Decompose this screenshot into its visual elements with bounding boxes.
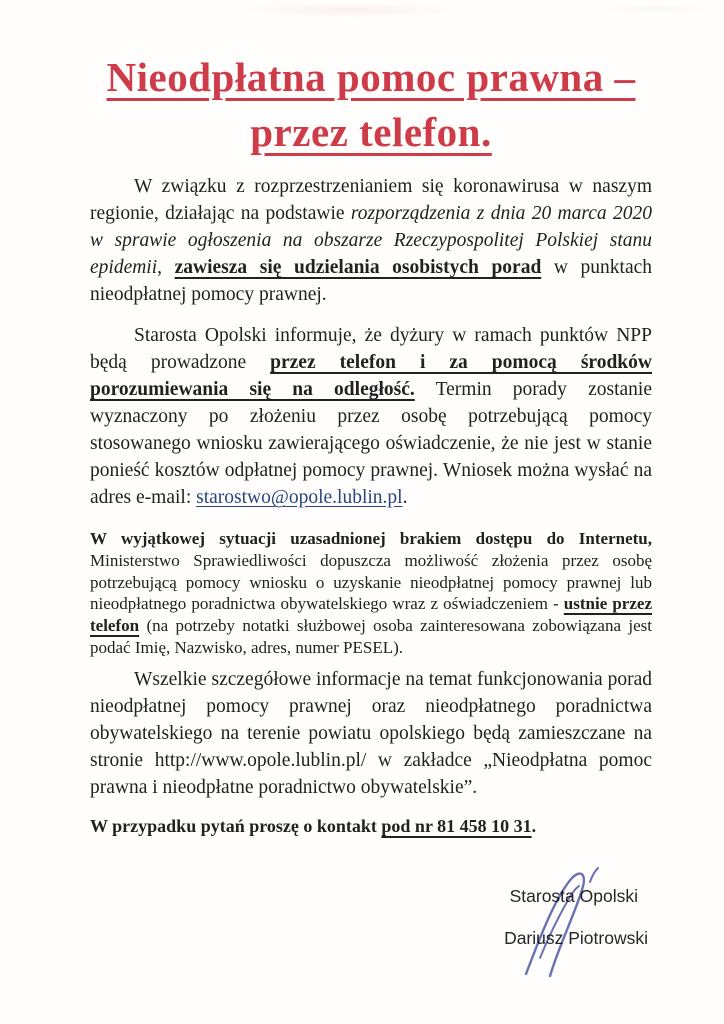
signature-block (90, 884, 652, 950)
contact-tail: . (531, 815, 537, 836)
website-info-tail: w zakładce „Nieodpłatna pomoc prawna i nieodpłatne poradnictwo obywatelskie”. (90, 749, 653, 798)
title-line-1: Nieodpłatna pomoc prawna – (106, 54, 636, 100)
suspension-statement: zawiesza się udzielania osobistych porad (174, 257, 542, 278)
regulation-reference: rozporządzenia z dnia 20 marca 2020 w sprawie ogłoszenia na obszarze Rzeczypospolitej Polskiej stanu epidemii (90, 203, 653, 278)
paragraph-contact-phone (90, 814, 652, 838)
epidemic-notice-tail: w punktach nieodpłatnej pomocy prawnej. (90, 257, 653, 305)
page-title (90, 50, 652, 160)
paragraph-phone-duty (90, 322, 652, 511)
exception-mid: Ministerstwo Sprawiedliwości dopuszcza możliwość złożenia przez osobę potrzebującą pomocy wniosku o uzyskanie nieodpłatnej pomocy prawnej lub nieodpłatnego poradnictwa obywatelskiego wraz z oświadczeniem - (90, 550, 652, 614)
phone-duty-lead: Starosta Opolski informuje, że dyżury w ramach punktów NPP będą prowadzone (90, 325, 652, 373)
exception-bold-lead: W wyjątkowej sytuacji uzasadnionej brakiem dostępu do Internetu, (90, 529, 652, 548)
remote-means-statement: przez telefon i za pomocą środków porozumiewania się na odległość. (90, 352, 652, 400)
exception-tail: (na potrzeby notatki służbowej osoba zainteresowana zobowiązana jest podać Imię, Nazwisko, adres, numer PESEL). (90, 616, 652, 657)
paragraph-website-info (90, 666, 652, 801)
paragraph-epidemic-notice (90, 173, 652, 308)
website-url: http://www.opole.lublin.pl/ (154, 749, 367, 771)
contact-lead: W przypadku pytań proszę o kontakt (90, 815, 382, 836)
document-content (90, 0, 652, 950)
signatory-name: Dariusz Piotrowski (504, 927, 648, 948)
oral-by-phone-statement: ustnie przez telefon (90, 594, 652, 636)
signatory-role: Starosta Opolski (509, 885, 638, 906)
title-line-2: przez telefon. (250, 109, 492, 155)
contact-phone-number: pod nr 81 458 10 31 (381, 815, 532, 836)
epidemic-notice-lead: W związku z rozprzestrzenianiem się koronawirusa w naszym regionie, działając na podstawie (90, 176, 652, 224)
email-link[interactable]: starostwo@opole.lublin.pl (196, 487, 403, 508)
phone-duty-tail: . (402, 487, 408, 508)
epidemic-notice-separator: , (157, 257, 175, 278)
website-info-lead: Wszelkie szczegółowe informacje na temat funkcjonowania porad nieodpłatnej pomocy prawnej oraz nieodpłatnego poradnictwa obywatelskiego na terenie powiatu opolskiego będą zamieszczane na stronie (90, 668, 652, 771)
paragraph-no-internet-exception (90, 528, 652, 659)
phone-duty-mid: Termin porady zostanie wyznaczony po złożeniu przez osobę potrzebującą pomocy stosowanego wniosku zawierającego oświadczenie, że nie jest w stanie ponieść kosztów odpłatnej pomocy prawnej. Wniosek można wysłać na adres e-mail: (90, 379, 652, 508)
